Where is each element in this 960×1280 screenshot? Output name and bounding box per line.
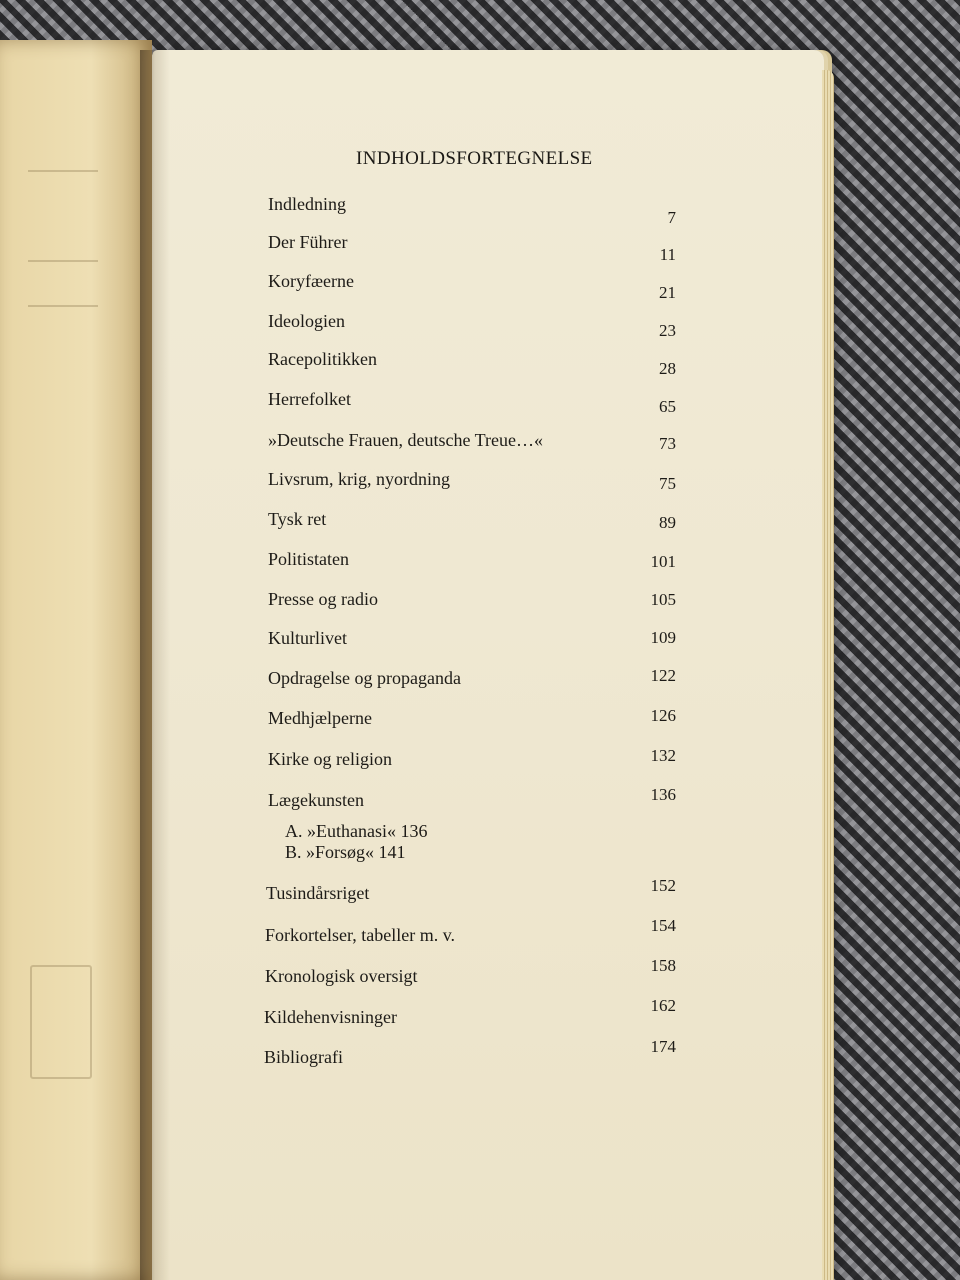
toc-entry-title: Opdragelse og propaganda xyxy=(268,668,461,688)
toc-entry-page: 23 xyxy=(659,321,676,340)
book-gutter-shadow xyxy=(140,50,170,1280)
toc-subentry: B. »Forsøg« 141 xyxy=(285,842,406,862)
toc-entry-page: 75 xyxy=(659,474,676,493)
page-edges xyxy=(822,70,834,1280)
toc-entry-title: Bibliografi xyxy=(264,1047,343,1067)
toc-entry-title: Herrefolket xyxy=(268,389,351,409)
toc-entry-title: Presse og radio xyxy=(268,589,378,609)
toc-heading: INDHOLDSFORTEGNELSE xyxy=(356,148,593,169)
bleed-through-line xyxy=(28,305,98,307)
toc-entry-title: Livsrum, krig, nyordning xyxy=(268,469,450,489)
bleed-through-stamp xyxy=(30,965,92,1079)
toc-entry-title: Forkortelser, tabeller m. v. xyxy=(265,925,456,945)
toc-entry-title: Tysk ret xyxy=(268,509,327,529)
toc-entry-page: 89 xyxy=(659,513,676,532)
toc-entry-page: 73 xyxy=(659,434,676,453)
left-page xyxy=(0,40,152,1280)
toc-entry-page: 152 xyxy=(650,876,676,895)
toc-entry-title: Ideologien xyxy=(268,311,345,331)
toc-entry-page: 105 xyxy=(650,590,676,609)
toc-entry-page: 65 xyxy=(659,397,676,416)
toc-entry-page: 28 xyxy=(659,359,676,378)
toc-entry-title: Kirke og religion xyxy=(268,749,392,769)
bleed-through-line xyxy=(28,170,98,172)
toc-entry-page: 109 xyxy=(650,628,676,647)
toc-entry-title: Kildehenvisninger xyxy=(264,1007,397,1027)
toc-entry-page: 7 xyxy=(667,208,676,227)
toc-entry-page: 126 xyxy=(650,706,676,725)
toc-entry-page: 101 xyxy=(650,552,676,571)
toc-entry-page: 174 xyxy=(650,1037,676,1056)
toc-entry-page: 21 xyxy=(659,283,676,302)
toc-entry-title: Kronologisk oversigt xyxy=(265,966,418,986)
toc-subentry: A. »Euthanasi« 136 xyxy=(285,821,428,841)
toc-entry-page: 162 xyxy=(650,996,676,1015)
toc-entry-title: Politistaten xyxy=(268,549,349,569)
toc-entry-title: »Deutsche Frauen, deutsche Treue…« xyxy=(268,430,543,450)
bleed-through-line xyxy=(28,260,98,262)
toc-entry-title: Lægekunsten xyxy=(268,790,364,810)
toc-entry-title: Medhjælperne xyxy=(268,708,372,728)
toc-entry-title: Kulturlivet xyxy=(268,628,347,648)
toc-entry-title: Der Führer xyxy=(268,232,348,252)
toc-entry-title: Tusindårsriget xyxy=(266,883,370,903)
toc-entry-page: 136 xyxy=(650,785,676,804)
toc-entry-page: 11 xyxy=(659,245,676,264)
toc-entry-page: 158 xyxy=(650,956,676,975)
toc-entry-page: 122 xyxy=(650,666,676,685)
toc-entry-title: Indledning xyxy=(268,194,346,214)
toc-entry-page: 132 xyxy=(650,746,676,765)
book-page xyxy=(152,50,824,1280)
toc-entry-title: Koryfæerne xyxy=(268,271,354,291)
toc-entry-title: Racepolitikken xyxy=(268,349,377,369)
toc-entry-page: 154 xyxy=(650,916,676,935)
